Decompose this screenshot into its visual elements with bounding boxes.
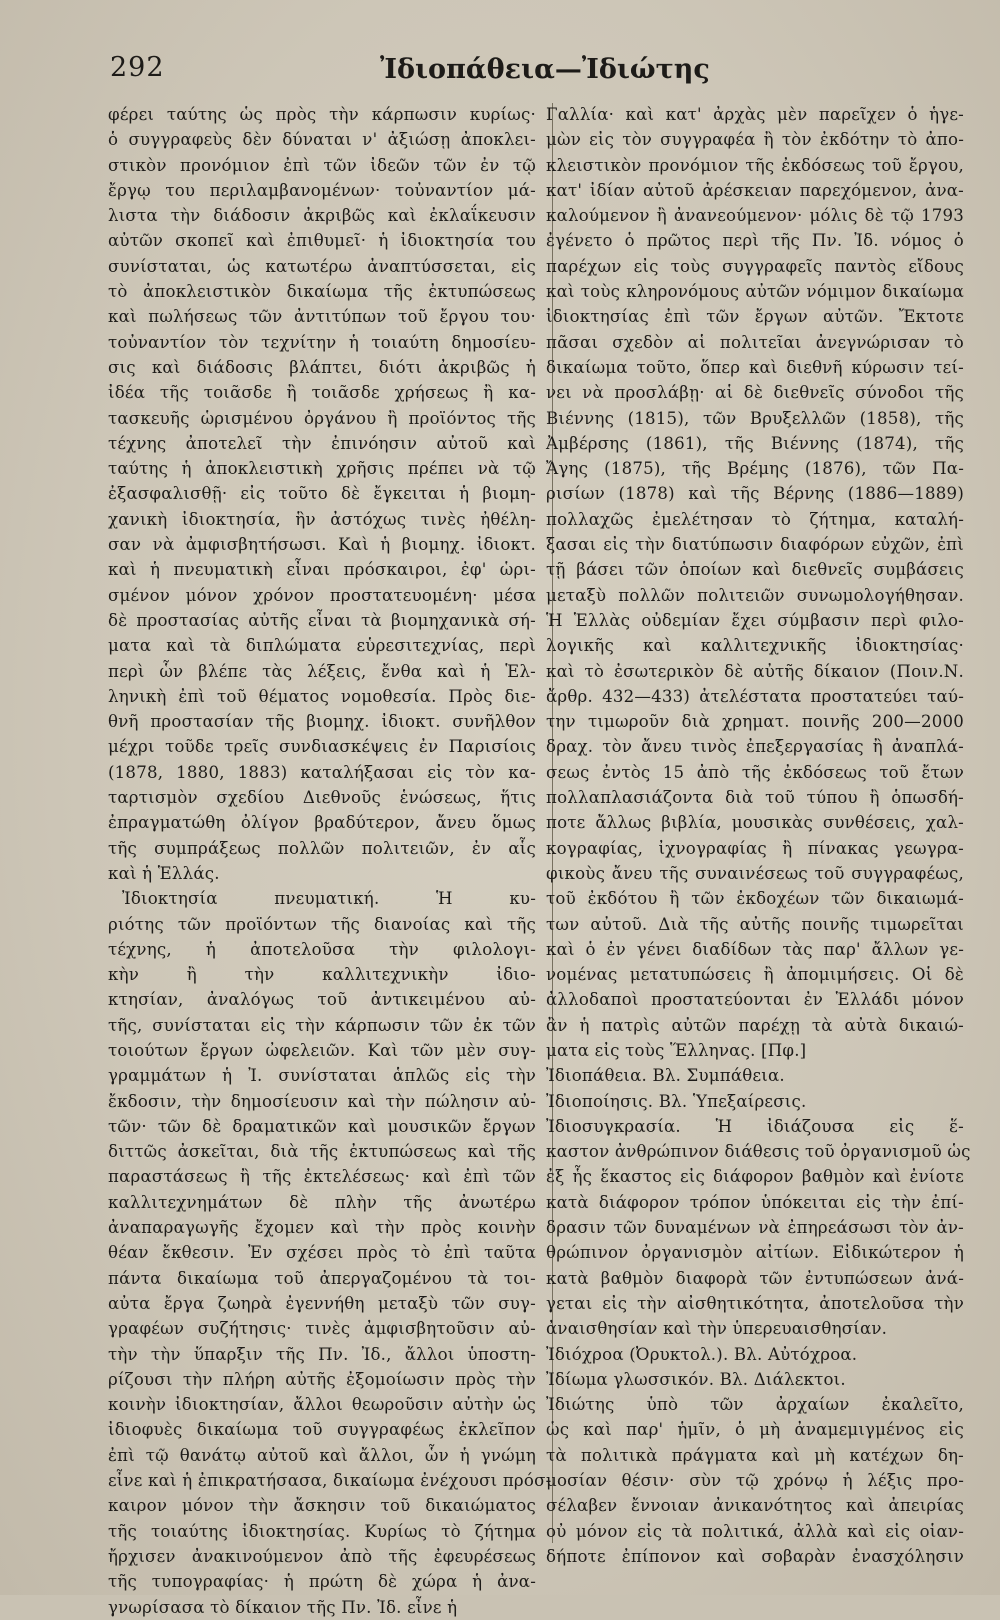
text-line: δρασιν τῶν δυναμένων νὰ ἐπηρεάσωσι τὸν ἀν-: [546, 1218, 964, 1238]
text-line: παραστάσεως ἢ τῆς ἐκτελέσεως· καὶ ἐπὶ τῶν: [108, 1167, 536, 1187]
text-line: πολλαπλασιάζοντα διὰ τοῦ τύπου ἢ ὁπωσδή-: [546, 788, 964, 808]
text-line: τῆς τοιαύτης ἰδιοκτησίας. Κυρίως τὸ ζήτημα: [108, 1521, 536, 1541]
text-line: ὡς καὶ παρ' ἡμῖν, ὁ μὴ ἀναμεμιγμένος εἰς: [546, 1420, 964, 1440]
text-line: μέχρι τοῦδε τρεῖς συνδιασκέψεις ἐν Παρισίοις: [108, 737, 536, 757]
text-line: ματα εἰς τοὺς Ἕλληνας. [Πφ.]: [546, 1040, 807, 1060]
text-line: διττῶς ἀσκεῖται, διὰ τῆς ἐκτυπώσεως καὶ τῆς: [108, 1142, 536, 1162]
text-line: ἄρθρ. 432—433) ἀτελέστατα προστατεύει ταύ-: [546, 686, 964, 706]
text-line: παρέχων εἰς τοὺς συγγραφεῖς παντὸς εἴδους: [546, 256, 964, 276]
text-line: περὶ ὧν βλέπε τὰς λέξεις, ἔνθα καὶ ἡ Ἑλ-: [108, 661, 536, 681]
text-line: ἔργῳ του περιλαμβανομένων· τοὐναντίον μά-: [108, 180, 536, 200]
text-line: καλλιτεχνημάτων δὲ πλὴν τῆς ἀνωτέρω: [108, 1192, 536, 1212]
text-line: πᾶσαι σχεδὸν αἱ πολιτεῖαι ἀνεγνώρισαν τὸ: [546, 332, 964, 352]
text-line: καλούμενον ἢ ἀνανεούμενον· μόλις δὲ τῷ 1793: [546, 206, 964, 226]
text-line: Ἰδιοποίησις. Βλ. Ὑπεξαίρεσις.: [546, 1091, 807, 1111]
text-line: τὴν τὴν ὕπαρξιν τῆς Πν. Ἰδ., ἄλλοι ὑποστη-: [108, 1344, 536, 1364]
text-line: κατὰ διάφορον τρόπον ὑπόκειται εἰς τὴν ἐπί-: [546, 1192, 964, 1212]
text-line: τὰ πολιτικὰ πράγματα καὶ μὴ κατέχων δη-: [546, 1445, 964, 1465]
text-line: Ἀμβέρσης (1861), τῆς Βιέννης (1874), τῆς: [546, 433, 964, 453]
text-line: οὐ μόνον εἰς τὰ πολιτικά, ἀλλὰ καὶ εἰς οἱαν-: [546, 1521, 964, 1541]
text-line: κογραφίας, ἰχνογραφίας ἢ πίνακας γεωγρα-: [546, 838, 964, 858]
text-line: νομένας μετατυπώσεις ἢ ἀπομιμήσεις. Οἱ δὲ: [546, 965, 964, 985]
text-line: δραχ. τὸν ἄνευ τινὸς ἐπεξεργασίας ἢ ἀναπλά-: [546, 737, 964, 757]
text-line: ἂν ἡ πατρὶς αὐτῶν παρέχῃ τὰ αὐτὰ δικαιώ-: [546, 1015, 964, 1035]
text-line: τέχνης ἀποτελεῖ τὴν ἐπινόησιν αὐτοῦ καὶ: [108, 433, 536, 453]
text-line: τῇ βάσει τῶν ὁποίων καὶ διεθνεῖς συμβάσεις: [546, 560, 964, 580]
text-line: Ἰδίωμα γλωσσικόν. Βλ. Διάλεκτοι.: [546, 1369, 846, 1389]
text-line: θέαν ἔκθεσιν. Ἐν σχέσει πρὸς τὸ ἐπὶ ταῦτα: [108, 1243, 536, 1263]
text-line: ἐγένετο ὁ πρῶτος περὶ τῆς Πν. Ἰδ. νόμος ὁ: [546, 231, 964, 251]
text-line: Ἰδιώτης ὑπὸ τῶν ἀρχαίων ἐκαλεῖτο,: [546, 1395, 964, 1415]
text-line: τῆς συμπράξεως πολλῶν πολιτειῶν, ἐν αἷς: [108, 838, 536, 858]
text-line: καὶ πωλήσεως τῶν ἀντιτύπων τοῦ ἔργου του·: [108, 307, 536, 327]
text-line: Ἄγης (1875), τῆς Βρέμης (1876), τῶν Πα-: [546, 459, 964, 479]
text-line: κοινὴν ἰδιοκτησίαν, ἄλλοι θεωροῦσιν αὐτὴν ὡς: [108, 1395, 536, 1415]
text-line: κλειστικὸν προνόμιον τῆς ἐκδόσεως τοῦ ἔργου,: [546, 155, 964, 175]
text-line: λιστα τὴν διάδοσιν ἀκριβῶς καὶ ἐκλαΐκευσιν: [108, 206, 536, 226]
text-line: σις καὶ διάδοσις βλάπτει, διότι ἀκριβῶς ἡ: [108, 357, 536, 377]
text-line: καὶ ἡ πνευματικὴ εἶναι πρόσκαιροι, ἐφ' ὡρι-: [108, 560, 536, 580]
text-line: θρώπινον ὀργανισμὸν αἰτίων. Εἰδικώτερον ἡ: [546, 1243, 964, 1263]
text-line: ἤρχισεν ἀνακινούμενον ἀπὸ τῆς ἐφευρέσεως: [108, 1546, 536, 1566]
text-line: καὶ ὁ ἐν γένει διαδίδων τὰς παρ' ἄλλων γε-: [546, 939, 964, 959]
text-line: πολλαχῶς ἐμελέτησαν τὸ ζήτημα, καταλή-: [546, 509, 964, 529]
text-line: ἀναισθησίαν καὶ τὴν ὑπερευαισθησίαν.: [546, 1319, 888, 1339]
text-line: δὲ προστασίας αὐτῆς εἶναι τὰ βιομηχανικὰ σή-: [108, 610, 536, 630]
text-line: γεται εἰς τὴν αἰσθητικότητα, ἀποτελοῦσα τὴν: [546, 1293, 964, 1313]
text-line: ρίζουσι τὴν πλήρη αὐτῆς ἐξομοίωσιν πρὸς τὴν: [108, 1369, 536, 1389]
text-line: μεταξὺ πολλῶν πολιτειῶν συνωμολογήθησαν.: [546, 585, 964, 605]
text-line: ὁ συγγραφεὺς δὲν δύναται ν' ἀξιώσῃ ἀποκλει-: [108, 130, 536, 150]
text-line: καὶ ἡ Ἑλλάς.: [108, 863, 220, 883]
text-line: τοῦ ἐκδότου ἢ τῶν ἐκδοχέων τῶν δικαιωμά-: [546, 889, 964, 909]
text-line: ριότης τῶν προϊόντων τῆς διανοίας καὶ τῆς: [108, 914, 536, 934]
text-line: γραφέων συζήτησις· τινὲς ἀμφισβητοῦσιν αὐ-: [108, 1319, 536, 1339]
text-line: τοιούτων ἔργων ὠφελειῶν. Καὶ τῶν μὲν συγ-: [108, 1040, 536, 1060]
text-line: φικοὺς ἄνευ τῆς συναινέσεως τοῦ συγγραφέως,: [546, 863, 964, 883]
text-line: μὼν εἰς τὸν συγγραφέα ἢ τὸν ἐκδότην τὸ ἀπο-: [546, 130, 964, 150]
text-line: ἰδέα τῆς τοιᾶσδε ἢ τοιᾶσδε χρήσεως ἢ κα-: [108, 383, 536, 403]
text-line: σαν νὰ ἀμφισβητήσωσι. Καὶ ἡ βιομηχ. ἰδιοκτ.: [108, 535, 536, 555]
text-line: ἐξασφαλισθῇ· εἰς τοῦτο δὲ ἔγκειται ἡ βιομη-: [108, 484, 536, 504]
text-line: ἰδιοκτησίας ἐπὶ τῶν ἔργων αὐτῶν. Ἔκτοτε: [546, 307, 964, 327]
text-line: ἐπὶ τῷ θανάτῳ αὐτοῦ καὶ ἄλλοι, ὧν ἡ γνώμη: [108, 1445, 536, 1465]
text-line: στικὸν προνόμιον ἐπὶ τῶν ἰδεῶν τῶν ἐν τῷ: [108, 155, 536, 175]
text-line: σέλαβεν ἔννοιαν ἀνικανότητος καὶ ἀπειρίας: [546, 1496, 964, 1516]
left-column: [108, 102, 552, 1617]
text-line: μοσίαν θέσιν· σὺν τῷ χρόνῳ ἡ λέξις προ-: [546, 1471, 964, 1491]
text-line: ἰδιοφυὲς δικαίωμα τοῦ συγγραφέως ἐκλεῖπον: [108, 1420, 536, 1440]
text-line: καὶ τὸ ἐσωτερικὸν δὲ αὐτῆς δίκαιον (Ποιν.Ν.: [546, 661, 964, 681]
text-line: δήποτε ἐπίπονον καὶ σοβαρὰν ἐνασχόλησιν: [546, 1546, 964, 1566]
text-line: Βιέννης (1815), τῶν Βρυξελλῶν (1858), τῆς: [546, 408, 964, 428]
text-line: (1878, 1880, 1883) καταλήξασαι εἰς τὸν κα-: [108, 762, 536, 782]
text-line: ταρτισμὸν σχεδίου Διεθνοῦς ἑνώσεως, ἥτις: [108, 788, 536, 808]
text-line: ποτε ἄλλως βιβλία, μουσικὰς συνθέσεις, χαλ-: [546, 813, 964, 833]
text-line: φέρει ταύτης ὡς πρὸς τὴν κάρπωσιν κυρίως·: [108, 105, 536, 124]
page-number: 292: [110, 52, 165, 83]
text-line: των αὐτοῦ. Διὰ τῆς αὐτῆς ποινῆς τιμωρεῖται: [546, 914, 964, 934]
text-line: κατὰ βαθμὸν διαφορὰ τῶν ἐντυπώσεων ἀνά-: [546, 1268, 964, 1288]
text-line: Ἰδιοσυγκρασία. Ἡ ἰδιάζουσα εἰς ἕ-: [546, 1116, 964, 1136]
text-line: ξασαι εἰς τὴν διατύπωσιν διαφόρων εὐχῶν, ἐπὶ: [546, 535, 964, 555]
text-line: τὸ ἀποκλειστικὸν δικαίωμα τῆς ἐκτυπώσεως: [108, 282, 536, 302]
text-line: ληνικὴ ἐπὶ τοῦ θέματος νομοθεσία. Πρὸς διε-: [108, 686, 536, 706]
text-line: κατ' ἰδίαν αὐτοῦ ἀρέσκειαν παρεχόμενον, ἀνα-: [546, 180, 964, 200]
text-line: Ἡ Ἑλλὰς οὐδεμίαν ἔχει σύμβασιν περὶ φιλο-: [546, 610, 964, 630]
text-line: πάντα δικαίωμα τοῦ ἀπεργαζομένου τὰ τοι-: [108, 1268, 536, 1288]
text-line: Ἰδιοκτησία πνευματική. Ἡ κυ-: [122, 889, 536, 909]
text-line: γνωρίσασα τὸ δίκαιον τῆς Πν. Ἰδ. εἶνε ἡ: [108, 1597, 458, 1617]
text-line: νει νὰ προσλάβῃ· αἱ δὲ διεθνεῖς σύνοδοι τῆς: [546, 383, 964, 403]
text-line: ρισίων (1878) καὶ τῆς Βέρνης (1886—1889): [546, 484, 964, 504]
text-line: ἀναπαραγωγῆς ἔχομεν καὶ τὴν πρὸς κοινὴν: [108, 1218, 536, 1238]
text-line: Ἰδιόχροα (Ὀρυκτολ.). Βλ. Αὐτόχροα.: [546, 1344, 858, 1364]
text-line: ἐπραγματώθη ὀλίγον βραδύτερον, ἄνευ ὅμως: [108, 813, 536, 833]
text-line: ταύτης ἡ ἀποκλειστικὴ χρῆσις πρέπει νὰ τῷ: [108, 459, 536, 479]
text-line: σεως ἐντὸς 15 ἀπὸ τῆς ἐκδόσεως τοῦ ἔτων: [546, 762, 964, 782]
text-line: την τιμωροῦν διὰ χρηματ. ποινῆς 200—2000: [546, 712, 964, 732]
running-title: Ἰδιοπάθεια—Ἰδιώτης: [380, 54, 710, 85]
right-column-lines: [546, 102, 971, 1569]
text-line: ματα καὶ τὰ διπλώματα εὑρεσιτεχνίας, περὶ: [108, 636, 536, 656]
text-line: καστον ἀνθρώπινον διάθεσις τοῦ ὀργανισμοῦ ὡς: [546, 1142, 971, 1162]
text-line: καιρον μόνον τὴν ἄσκησιν τοῦ δικαιώματος: [108, 1496, 536, 1516]
text-line: κτησίαν, ἀναλόγως τοῦ ἀντικειμένου αὐ-: [108, 990, 536, 1010]
page-header: [0, 52, 1000, 98]
text-columns: [108, 102, 971, 1617]
text-line: αὐτα ἔργα ζωηρὰ ἐγεννήθη μεταξὺ τῶν συγ-: [108, 1293, 536, 1313]
right-column: [546, 102, 971, 1572]
text-line: ἀλλοδαποὶ προστατεύονται ἐν Ἑλλάδι μόνον: [546, 990, 964, 1010]
text-line: λογικῆς καὶ καλλιτεχνικῆς ἰδιοκτησίας·: [546, 636, 964, 656]
text-line: τασκευῆς ὡρισμένου ὀργάνου ἢ προϊόντος τῆς: [108, 408, 536, 428]
left-column-lines: [108, 102, 552, 1620]
text-line: χανικὴ ἰδιοκτησία, ἣν ἀστόχως τινὲς ἠθέλη-: [108, 509, 536, 529]
text-line: ἔκδοσιν, τὴν δημοσίευσιν καὶ τὴν πώλησιν αὐ-: [108, 1091, 536, 1111]
text-line: τέχνης, ἡ ἀποτελοῦσα τὴν φιλολογι-: [108, 939, 536, 959]
text-line: Γαλλία· καὶ κατ' ἀρχὰς μὲν παρεῖχεν ὁ ἡγε-: [546, 105, 964, 124]
text-line: τῶν· τῶν δὲ δραματικῶν καὶ μουσικῶν ἔργων: [108, 1116, 536, 1136]
text-line: συνίσταται, ὡς κατωτέρω ἀναπτύσσεται, εἰς: [108, 256, 536, 276]
text-line: θνῆ προστασίαν τῆς βιομηχ. ἰδιοκτ. συνῆλθον: [108, 712, 536, 732]
text-line: κὴν ἢ τὴν καλλιτεχνικὴν ἰδιο-: [108, 965, 536, 985]
text-line: τῆς, συνίσταται εἰς τὴν κάρπωσιν τῶν ἐκ τῶν: [108, 1015, 536, 1035]
text-line: γραμμάτων ἡ Ἰ. συνίσταται ἁπλῶς εἰς τὴν: [108, 1066, 536, 1086]
text-line: σμένον μόνον χρόνον προστατευομένη· μέσα: [108, 585, 536, 605]
text-line: αὐτῶν σκοπεῖ καὶ ἐπιθυμεῖ· ἡ ἰδιοκτησία του: [108, 231, 536, 251]
text-line: τῆς τυπογραφίας· ἡ πρώτη δὲ χώρα ἡ ἀνα-: [108, 1572, 536, 1592]
text-line: καὶ τοὺς κληρονόμους αὐτῶν νόμιμον δικαίωμα: [546, 282, 964, 302]
text-line: ἐξ ἧς ἕκαστος εἰς διάφορον βαθμὸν καὶ ἐνίοτε: [546, 1167, 964, 1187]
text-line: τοὐναντίον τὸν τεχνίτην ἡ τοιαύτη δημοσίευ-: [108, 332, 536, 352]
text-line: δικαίωμα τοῦτο, ὅπερ καὶ διεθνῆ κύρωσιν τεί-: [546, 357, 964, 377]
text-line: Ἰδιοπάθεια. Βλ. Συμπάθεια.: [546, 1066, 785, 1086]
text-line: εἶνε καὶ ἡ ἐπικρατήσασα, δικαίωμα ἐνέχουσι πρόσ-: [108, 1471, 552, 1491]
